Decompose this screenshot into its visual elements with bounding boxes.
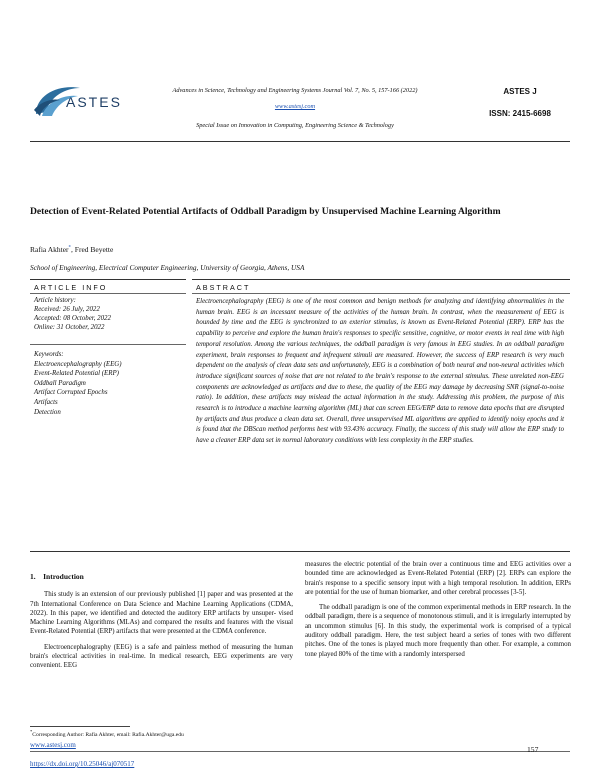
footnote-text: Corresponding Author: Rafia Akhter, email: Rafia.Akhter@uga.edu xyxy=(32,731,184,738)
footer-website-link[interactable]: www.astesj.com xyxy=(30,741,76,749)
corresponding-mark: * xyxy=(68,245,72,251)
article-history xyxy=(34,296,184,332)
journal-abbrev: ASTES J xyxy=(503,87,537,96)
received-date: Received: 26 July, 2022 xyxy=(34,306,100,313)
paper-title: Detection of Event-Related Potential Artifacts of Oddball Paradigm by Unsupervised Machine Learning Algorithm xyxy=(30,206,501,217)
journal-line: Advances in Science, Technology and Engineering Systems Journal Vol. 7, No. 5, 157-166 (2022) xyxy=(172,87,418,94)
info-sub-rule xyxy=(30,293,186,294)
issn: ISSN: 2415-6698 xyxy=(489,109,551,118)
authors xyxy=(30,245,113,254)
keywords-label: Keywords: xyxy=(34,351,64,358)
keyword: Event-Related Potential (ERP) xyxy=(34,370,119,378)
keyword: Oddball Paradigm xyxy=(34,379,86,387)
keyword: Artifacts xyxy=(34,398,58,406)
journal-website-link[interactable]: www.astesj.com xyxy=(274,103,316,110)
paragraph: The oddball paradigm is one of the common experimental methods in ERP research. In the oddball paradigm, there is a sequence of monotonous stimuli, and it is irregularly interrupted by an uncommon stimulus [6]. In this study, the experimental work is comprised of a typical auditory oddball paradigm. Here, the test subject heard a series of tones with two different pitches. One of the tones is played much more frequently than other. For example, a common tone played 80% of the time with a randomly interspersed xyxy=(305,604,571,658)
abstract-text: Electroencephalography (EEG) is one of the most common and benign methods for analyzing and identifying abnormalities in the human brain. EEG is an incessant measure of the activities of the human brain. In contrast, when the measurement of EEG is bounded by time and the EEG is synchronized to an exterior stimulus, is known as Event-Related Potential (ERP). ERP has the capability to perceive and explore the human brain's responses to specific sensitive, cognitive, or motor events in real time with high temporal resolution. Among the various techniques, the oddball paradigm is very famous in EEG studies. In an oddball paradigm experiment, brain responses to frequent and infrequent stimuli are measured. However, the success of ERP research is very much dependent on the analysis of clean data sets and unfortunately, EEG is a combination of both neural and non-neural activities which introduce significant sources of noise that are not related to the brain's response to the external stimulus. These unrelated non-EEG components are acknowledged as artifacts and due to these, the quality of the EEG may damage by decreasing SNR (signal-to-noise ratio). In addition, these artifacts may mislead the actual information in the study. Addressing this problem, the purpose of this research is to introduce a machine learning algorithm (ML) that can screen EEG/ERP data to remove data epochs that are disrupted by artifacts and thus produce a clean data set. Overall, three unsupervised ML algorithms are applied to identify noisy epochs and it is found that the DBScan method performs best with 93.43% accuracy. Finally, the success of this study will allow the ERP study to have a cleaner ERP data set in normal laboratory conditions with less complexity in the ERP studies. xyxy=(196,298,564,445)
keyword: Electroencephalography (EEG) xyxy=(34,360,122,368)
paragraph: This study is an extension of our previously published [1] paper and was presented at the 7th International Conference on Data Science and Machine Learning Applications (CDMA, 2022). In this paper, we identified and detected the auditory ERP artifacts by unsuper- vised Machine Learning Algorithms (MLAs) and compared the results and features with the visual Event-Related Potential (ERP) artifacts that were presented at the CDMA conference. xyxy=(30,591,293,636)
page-number: 157 xyxy=(527,745,539,754)
footnote xyxy=(30,729,184,738)
section-heading: 1. Introduction xyxy=(30,572,84,581)
abstract-sub-rule xyxy=(192,293,570,294)
paragraph: Electroencephalography (EEG) is a safe and painless method of measuring the human brain's electrical activities in real-time. In medical research, EEG experiments are very convenient. EEG xyxy=(30,643,293,670)
author-name: , Fred Beyette xyxy=(71,245,114,254)
info-top-rule xyxy=(30,279,186,280)
affiliation: School of Engineering, Electrical Computer Engineering, University of Georgia, Athens, USA xyxy=(30,263,305,272)
footer-rule xyxy=(30,751,570,752)
abstract-heading: ABSTRACT xyxy=(196,283,251,292)
online-date: Online: 31 October, 2022 xyxy=(34,324,105,331)
history-label: Article history: xyxy=(34,297,76,304)
left-column xyxy=(30,572,293,671)
doi-link[interactable]: https://dx.doi.org/10.25046/aj070517 xyxy=(30,760,135,768)
logo-text: ASTES xyxy=(66,94,122,110)
keyword: Artifact Corrupted Epochs xyxy=(34,389,108,397)
right-column xyxy=(305,560,571,659)
keywords xyxy=(34,350,184,417)
special-issue-line: Special Issue on Innovation in Computing, Engineering Science & Technology xyxy=(196,122,394,129)
abstract-bottom-rule xyxy=(30,551,570,552)
keywords-rule xyxy=(30,344,186,345)
abstract-top-rule xyxy=(192,279,570,280)
keyword: Detection xyxy=(34,408,61,416)
footnote-rule xyxy=(30,726,130,727)
footnote-mark: * xyxy=(30,729,33,734)
article-info-heading: ARTICLE INFO xyxy=(34,283,108,292)
paragraph: measures the electric potential of the brain over a continuous time and EEG activities over a bounded time are acknowledged as Event-Related Potential (ERP) [2]. ERPs can explore the brain's response to a specific sensory input with a high temporal resolution. In addition, ERPs are potential for the use of human biomarker, and other cerebral processes [3-5]. xyxy=(305,561,571,596)
author-name: Rafia Akhter xyxy=(30,245,69,254)
header-rule xyxy=(30,141,570,142)
accepted-date: Accepted: 08 October, 2022 xyxy=(34,315,111,322)
